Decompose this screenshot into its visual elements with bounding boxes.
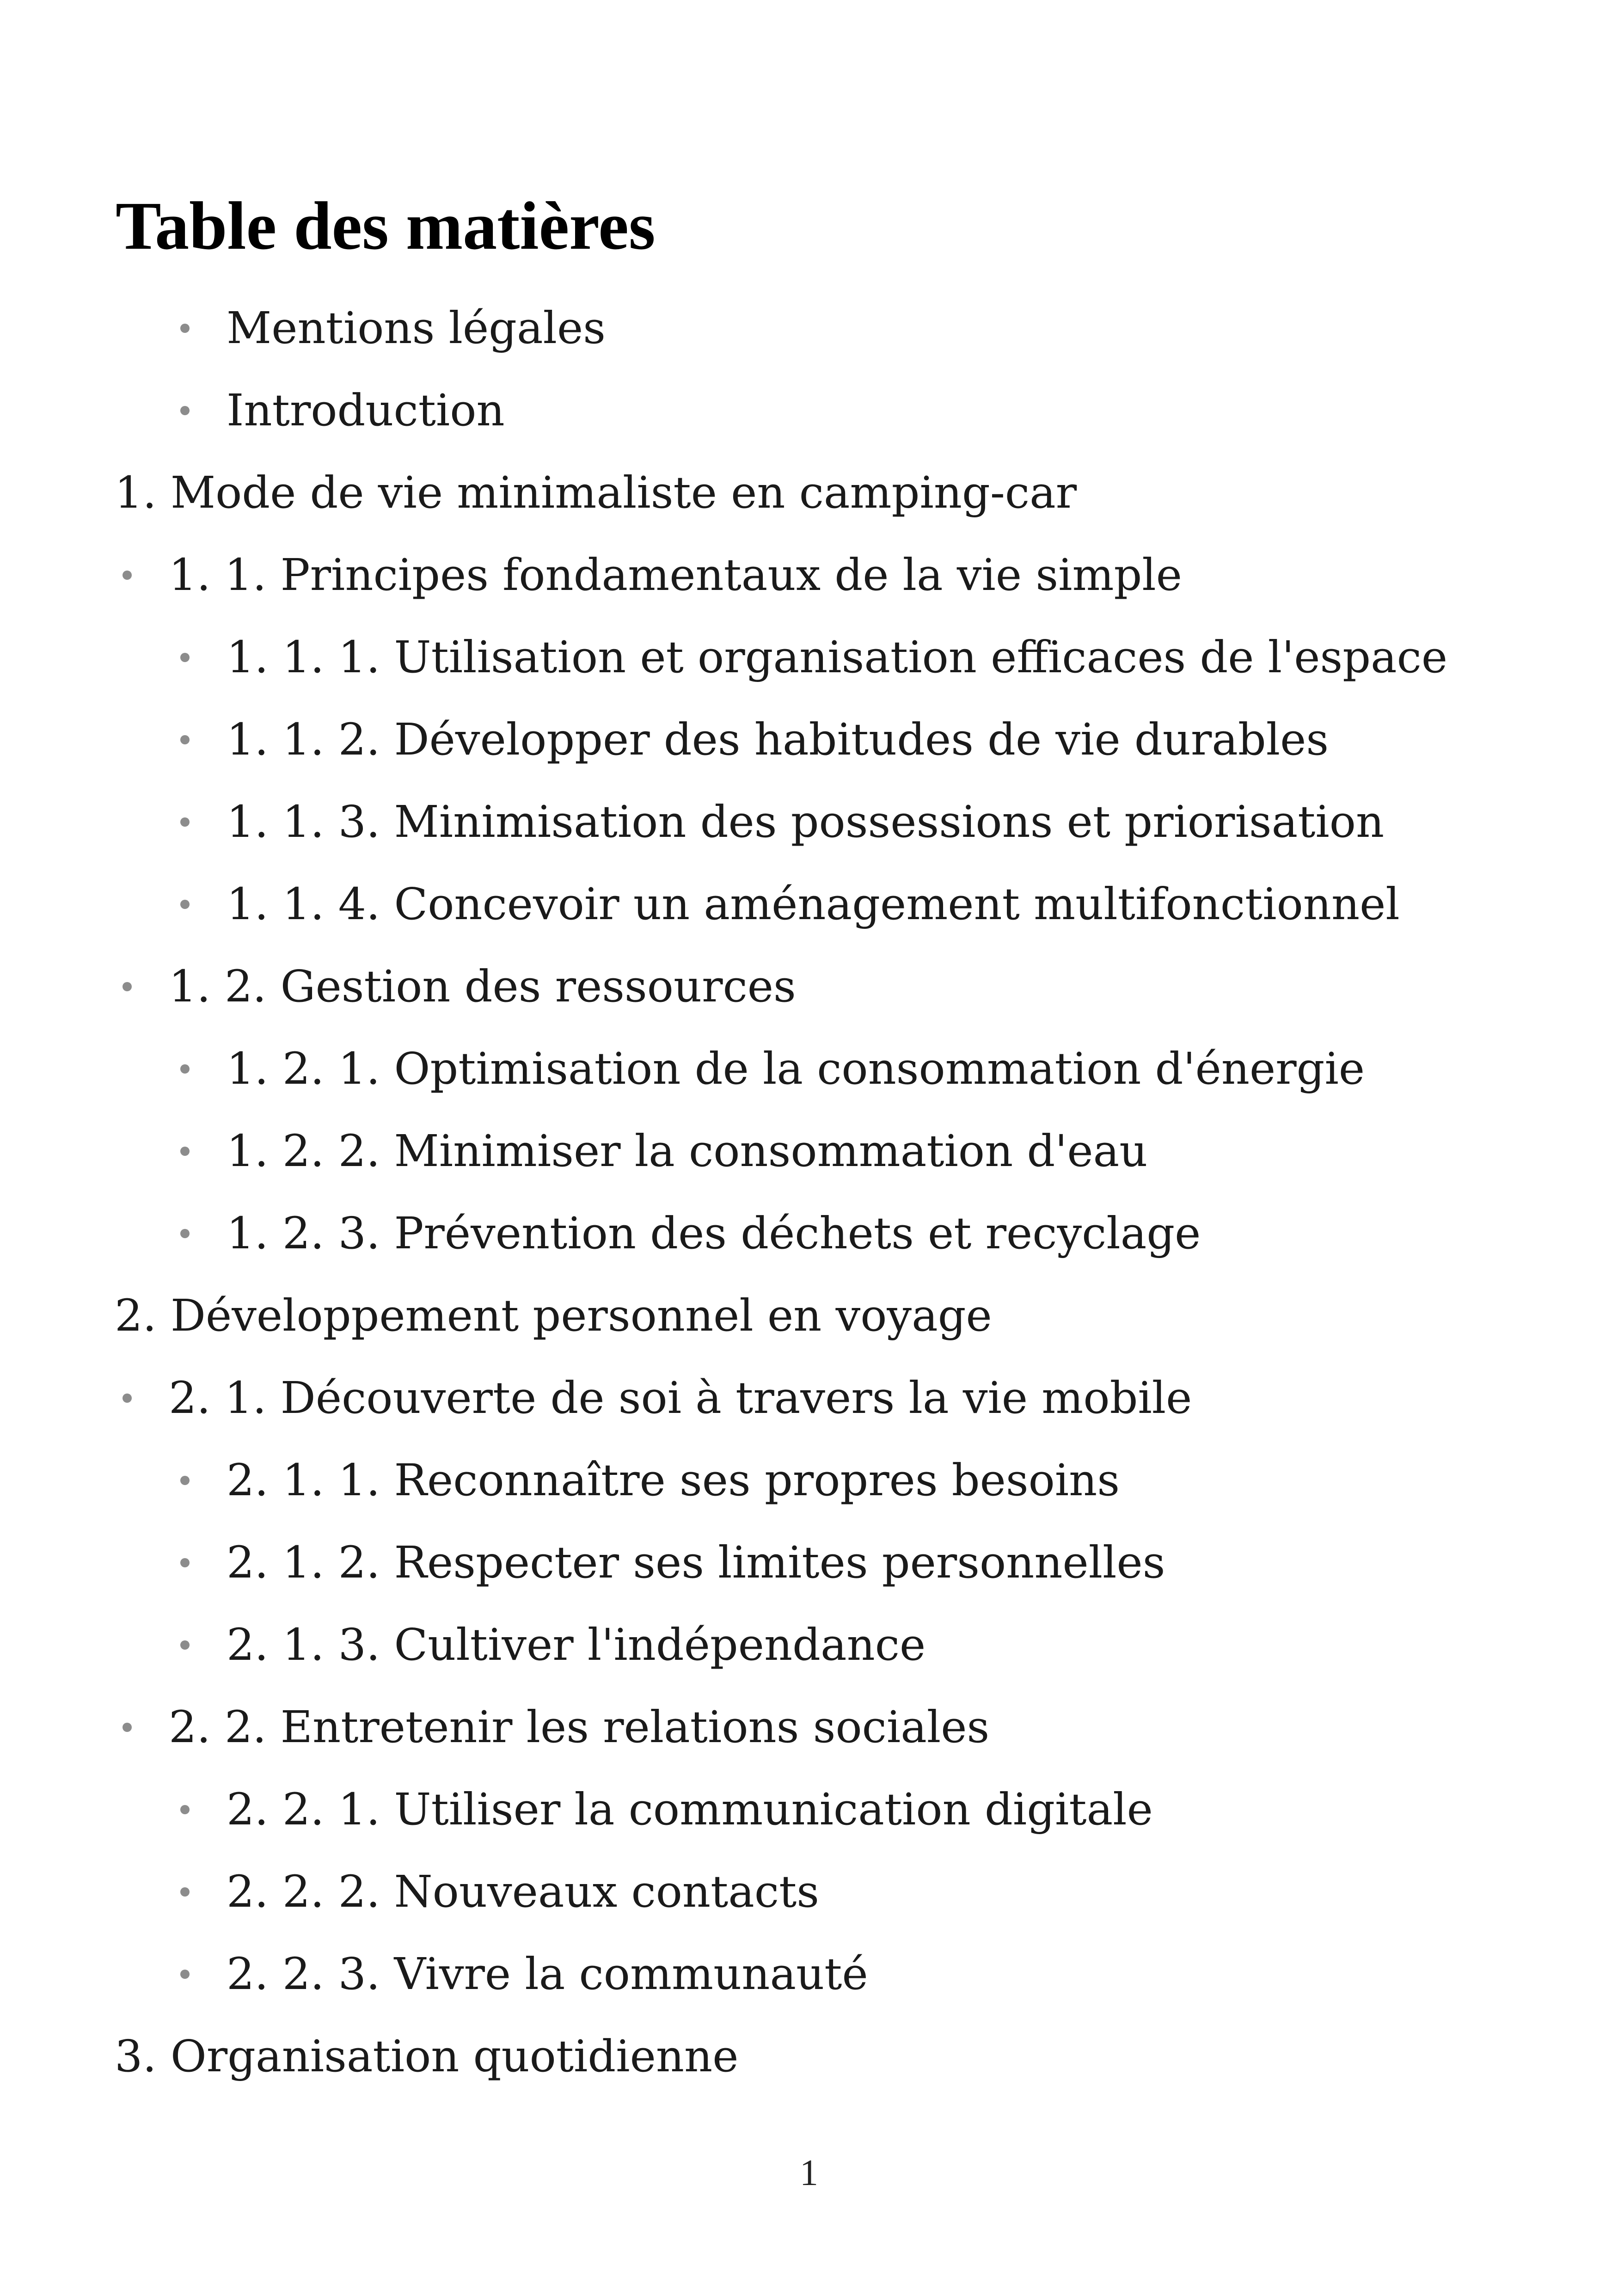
toc-entry[interactable] bbox=[123, 543, 1182, 608]
toc-entry[interactable] bbox=[180, 1530, 1165, 1595]
bullet-icon bbox=[180, 900, 190, 909]
toc-entry[interactable] bbox=[180, 872, 1400, 937]
bullet-icon bbox=[180, 735, 190, 744]
toc-entry[interactable] bbox=[180, 296, 606, 361]
bullet-icon bbox=[180, 324, 190, 333]
bullet-icon bbox=[123, 982, 132, 991]
toc-entry-label: 1. 1. 1. Utilisation et organisation efficaces de l'espace bbox=[227, 632, 1448, 683]
toc-entry[interactable] bbox=[180, 625, 1447, 690]
toc-entry-label: 1. 2. 2. Minimiser la consommation d'eau bbox=[227, 1125, 1148, 1177]
toc-entry-label: 2. 1. 1. Reconnaître ses propres besoins bbox=[227, 1455, 1120, 1506]
toc-entry-label: 2. Développement personnel en voyage bbox=[115, 1290, 992, 1341]
toc-title: Table des matières bbox=[116, 188, 656, 264]
toc-entry[interactable] bbox=[115, 460, 1077, 525]
toc-entry[interactable] bbox=[180, 1119, 1147, 1184]
toc-entry-label: 2. 2. 1. Utiliser la communication digitale bbox=[227, 1784, 1153, 1835]
toc-entry[interactable] bbox=[123, 1695, 989, 1760]
toc-entry-label: 1. 2. 1. Optimisation de la consommation d'énergie bbox=[227, 1043, 1365, 1094]
toc-entry-label: 2. 1. Découverte de soi à travers la vie mobile bbox=[169, 1372, 1192, 1424]
toc-entry[interactable] bbox=[123, 1366, 1192, 1430]
toc-entry[interactable] bbox=[180, 1037, 1365, 1101]
bullet-icon bbox=[180, 1147, 190, 1156]
toc-entry-label: Introduction bbox=[227, 385, 505, 436]
toc-entry[interactable] bbox=[180, 1777, 1153, 1842]
bullet-icon bbox=[180, 1064, 190, 1074]
page-number: 1 bbox=[800, 2153, 818, 2193]
bullet-icon bbox=[123, 1394, 132, 1403]
toc-entry[interactable] bbox=[180, 1448, 1120, 1513]
bullet-icon bbox=[180, 653, 190, 662]
toc-entry[interactable] bbox=[180, 1613, 925, 1677]
bullet-icon bbox=[180, 817, 190, 827]
toc-entry-label: 2. 2. Entretenir les relations sociales bbox=[169, 1701, 990, 1753]
toc-entry-label: 1. 2. Gestion des ressources bbox=[169, 961, 796, 1012]
bullet-icon bbox=[123, 571, 132, 580]
toc-entry-label: 1. 2. 3. Prévention des déchets et recyclage bbox=[227, 1208, 1201, 1259]
toc-entry[interactable] bbox=[180, 707, 1329, 772]
bullet-icon bbox=[180, 1476, 190, 1485]
toc-entry-label: 2. 1. 3. Cultiver l'indépendance bbox=[227, 1619, 926, 1670]
toc-entry-label: 1. 1. Principes fondamentaux de la vie simple bbox=[169, 549, 1182, 601]
toc-entry-label: Mentions légales bbox=[227, 302, 606, 354]
toc-entry-label: 1. 1. 3. Minimisation des possessions et priorisation bbox=[227, 796, 1385, 847]
toc-entry-label: 2. 2. 2. Nouveaux contacts bbox=[227, 1866, 820, 1917]
toc-entry-label: 2. 1. 2. Respecter ses limites personnelles bbox=[227, 1537, 1165, 1588]
bullet-icon bbox=[180, 1970, 190, 1979]
bullet-icon bbox=[180, 406, 190, 415]
toc-entry[interactable] bbox=[180, 790, 1384, 854]
bullet-icon bbox=[123, 1723, 132, 1732]
bullet-icon bbox=[180, 1805, 190, 1814]
toc-entry[interactable] bbox=[180, 378, 505, 443]
toc-entry[interactable] bbox=[180, 1201, 1201, 1266]
bullet-icon bbox=[180, 1887, 190, 1897]
toc-entry[interactable] bbox=[123, 954, 796, 1019]
toc-entry-label: 1. Mode de vie minimaliste en camping-car bbox=[115, 467, 1077, 518]
bullet-icon bbox=[180, 1640, 190, 1650]
toc-entry-label: 2. 2. 3. Vivre la communauté bbox=[227, 1948, 868, 2000]
toc-entry[interactable] bbox=[115, 2024, 738, 2089]
toc-entry-label: 1. 1. 4. Concevoir un aménagement multifonctionnel bbox=[227, 878, 1400, 930]
toc-entry[interactable] bbox=[180, 1860, 819, 1924]
toc-entry[interactable] bbox=[180, 1942, 868, 2007]
toc-entry-label: 3. Organisation quotidienne bbox=[115, 2031, 739, 2082]
toc-entry-label: 1. 1. 2. Développer des habitudes de vie durables bbox=[227, 714, 1329, 765]
bullet-icon bbox=[180, 1558, 190, 1567]
toc-entry[interactable] bbox=[115, 1283, 992, 1348]
bullet-icon bbox=[180, 1229, 190, 1238]
